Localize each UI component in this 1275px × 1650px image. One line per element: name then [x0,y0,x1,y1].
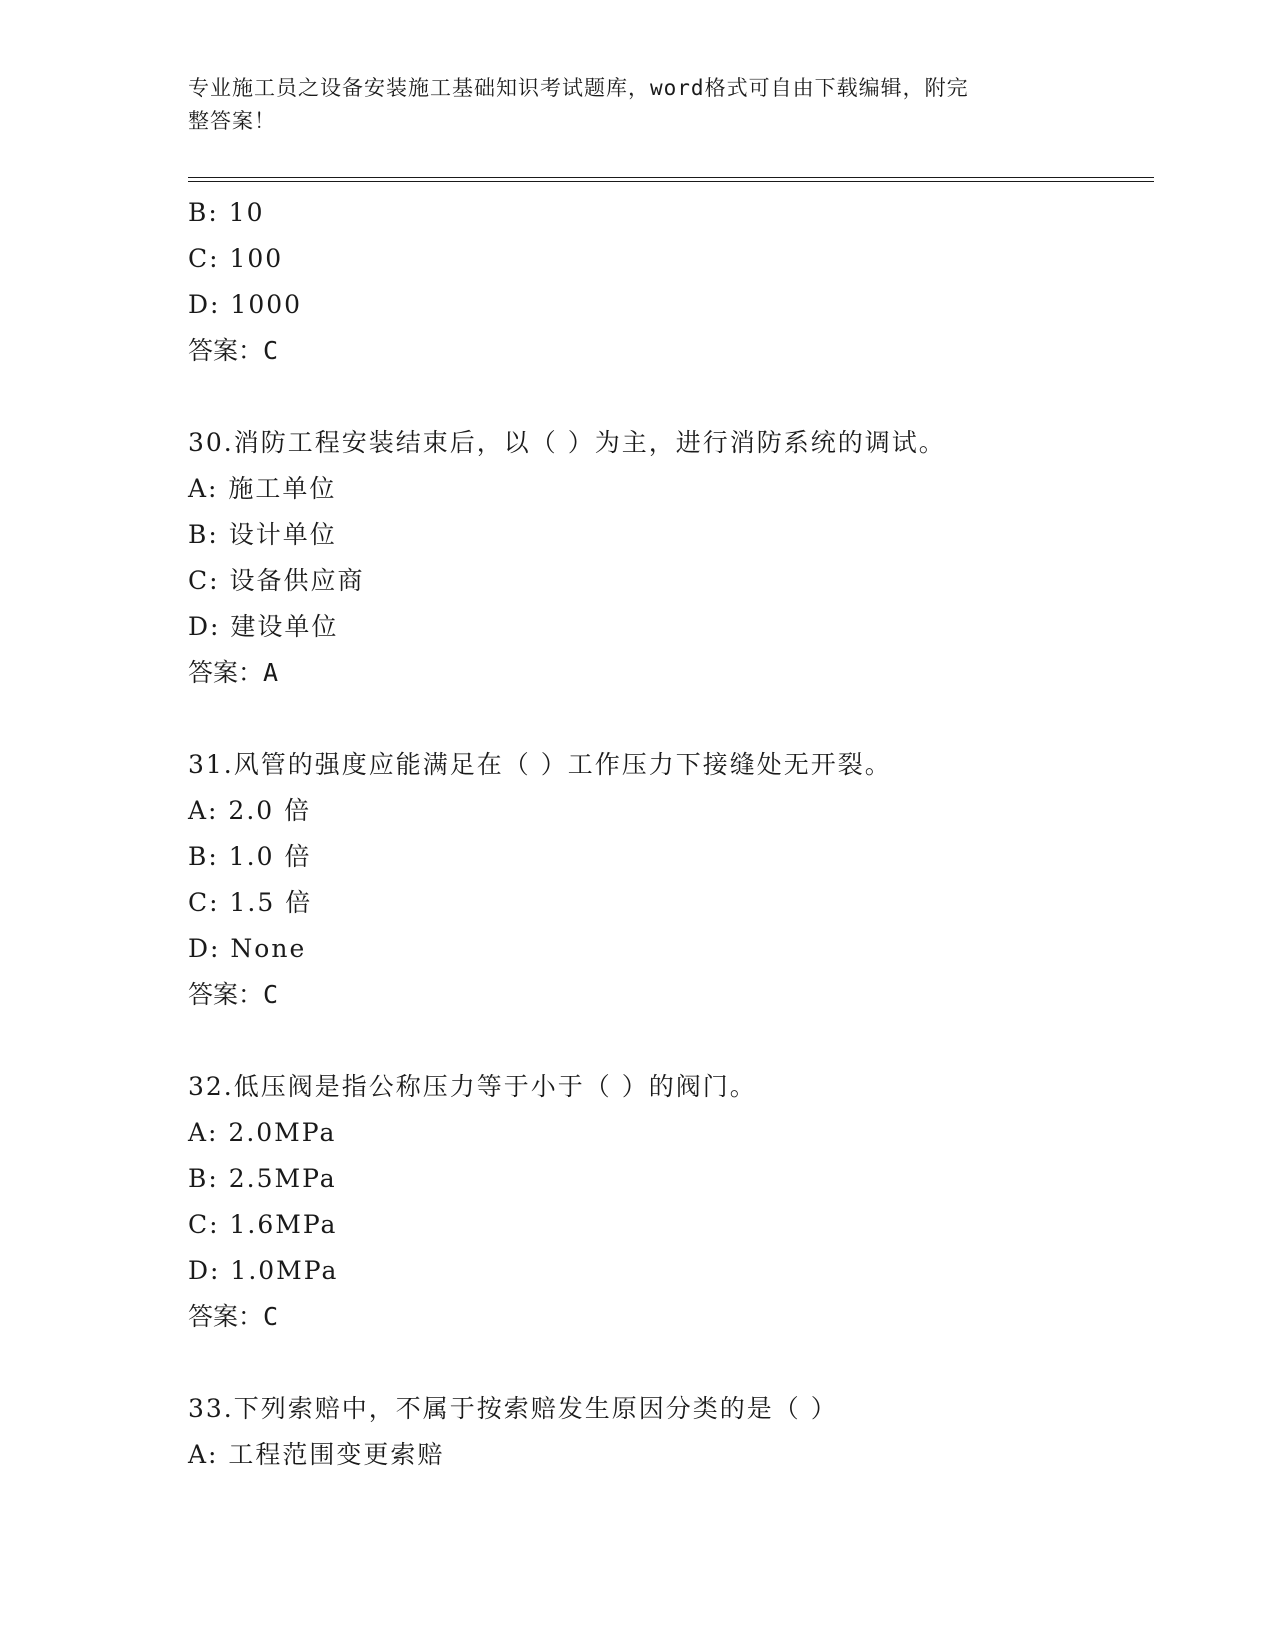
header-divider-bottom [188,181,1154,182]
option-d: D: 建设单位 [188,612,339,641]
option-b: B: 1.0 倍 [188,842,312,871]
header-line-2: 整答案！ [188,109,276,133]
page-header [188,72,1068,138]
option-b: B: 设计单位 [188,520,337,549]
option-a: A: 施工单位 [188,474,337,503]
question-text: 33.下列索赔中，不属于按索赔发生原因分类的是（ ） [188,1394,838,1423]
question-30 [188,420,1154,696]
option-c: C: 1.6MPa [188,1210,338,1239]
option-a: A: 2.0 倍 [188,796,312,825]
option-d: D: 1000 [188,290,303,319]
question-text: 32.低压阀是指公称压力等于小于（ ）的阀门。 [188,1072,757,1101]
question-31 [188,742,1154,1018]
spacer [188,696,1154,742]
answer-line: 答案：C [188,1302,279,1331]
spacer [188,374,1154,420]
question-29-partial [188,190,1154,374]
question-text: 30.消防工程安装结束后，以（ ）为主，进行消防系统的调试。 [188,428,946,457]
option-c: C: 1.5 倍 [188,888,313,917]
option-a: A: 工程范围变更索赔 [188,1440,445,1469]
header-line-1: 专业施工员之设备安装施工基础知识考试题库，word格式可自由下载编辑，附完 [188,76,969,100]
option-c: C: 100 [188,244,284,273]
question-32 [188,1064,1154,1340]
answer-line: 答案：A [188,658,279,687]
question-text: 31.风管的强度应能满足在（ ）工作压力下接缝处无开裂。 [188,750,892,779]
answer-line: 答案：C [188,980,279,1009]
question-33 [188,1386,1154,1478]
option-c: C: 设备供应商 [188,566,365,595]
spacer [188,1018,1154,1064]
option-d: D: None [188,934,307,963]
option-d: D: 1.0MPa [188,1256,339,1285]
option-a: A: 2.0MPa [188,1118,337,1147]
option-b: B: 10 [188,198,265,227]
header-divider-top [188,177,1154,178]
option-b: B: 2.5MPa [188,1164,337,1193]
answer-line: 答案：C [188,336,279,365]
question-list [188,190,1154,1478]
spacer [188,1340,1154,1386]
